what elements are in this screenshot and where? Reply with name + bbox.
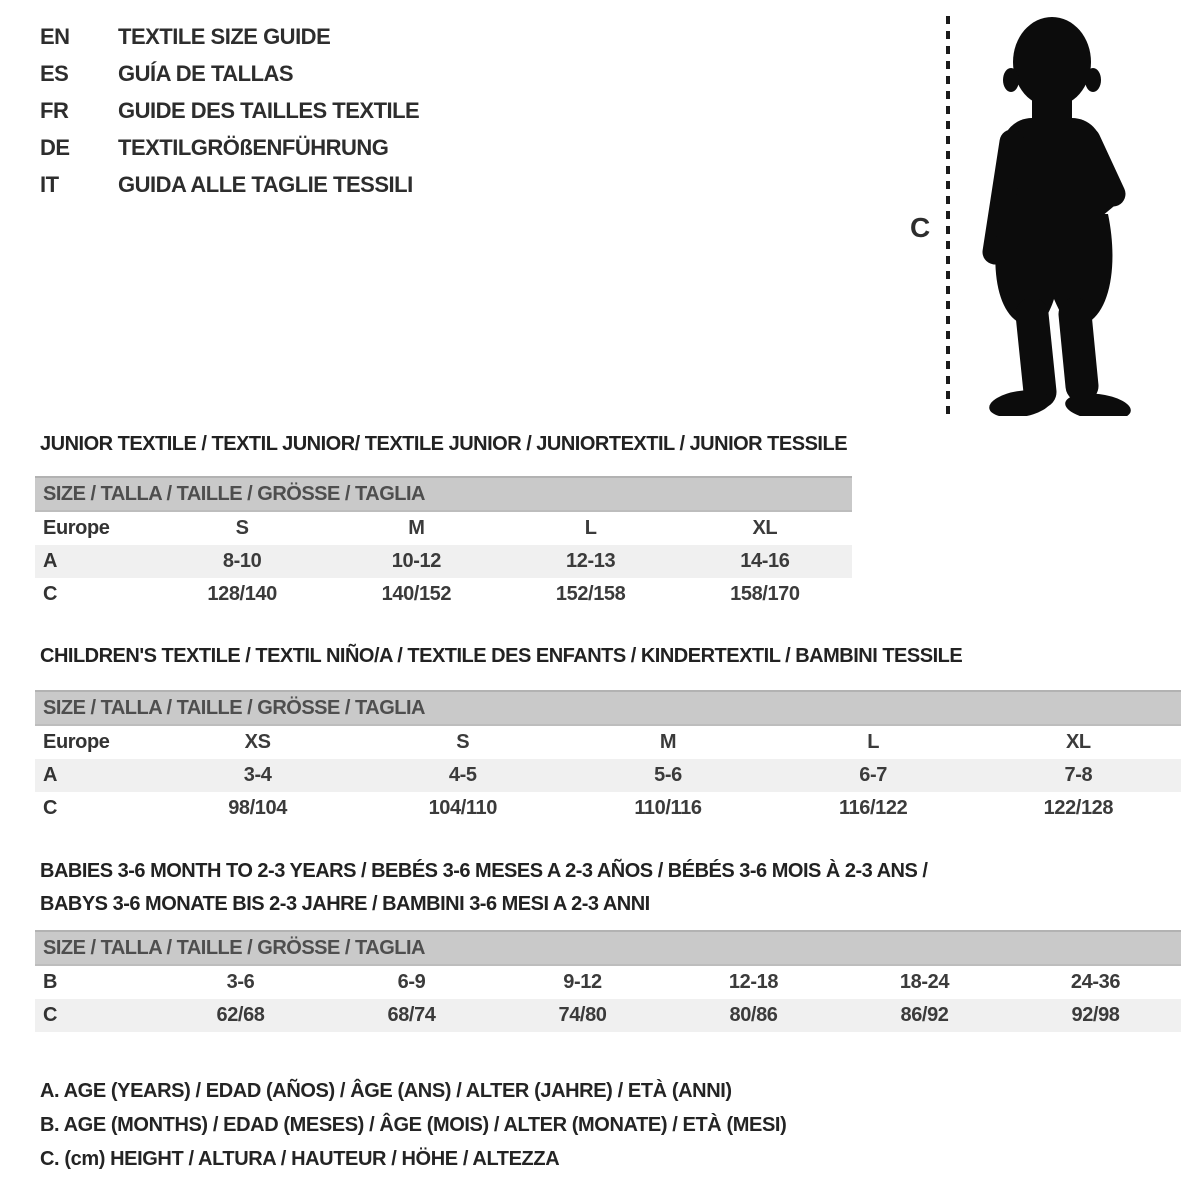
guide-title: GUIDE DES TAILLES TEXTILE (118, 98, 420, 123)
row-label: Europe (43, 517, 110, 539)
height-cell: 80/86 (729, 1004, 778, 1026)
guide-title: TEXTILGRÖßENFÜHRUNG (118, 135, 389, 160)
height-cell: 140/152 (381, 583, 452, 605)
language-row (40, 98, 419, 135)
row-label: C (43, 797, 58, 819)
age-cell: 4-5 (448, 764, 477, 786)
age-cell: 12-18 (728, 971, 779, 993)
age-cell: 6-7 (859, 764, 888, 786)
height-cell: 122/128 (1043, 797, 1114, 819)
age-cell: 6-9 (397, 971, 426, 993)
language-code: FR (40, 98, 69, 123)
table-row (35, 999, 1181, 1032)
guide-title: GUÍA DE TALLAS (118, 61, 294, 86)
size-header-bar: SIZE / TALLA / TAILLE / GRÖSSE / TAGLIA (35, 691, 1181, 725)
age-cell: 10-12 (391, 550, 441, 572)
measure-legend (40, 1074, 786, 1176)
language-code: ES (40, 61, 69, 86)
table-row (35, 725, 1181, 759)
height-cell: 86/92 (900, 1004, 949, 1026)
babies-section-title (40, 855, 927, 921)
language-code: IT (40, 172, 59, 197)
size-cell: S (235, 517, 249, 539)
table-row (35, 965, 1181, 999)
babies-size-table (35, 930, 1181, 1032)
babies-title-line-2: BABYS 3-6 MONATE BIS 2-3 JAHRE / BAMBINI 3-6 MESI A 2-3 ANNI (40, 893, 650, 915)
height-cell: 128/140 (207, 583, 277, 605)
row-label: C (43, 1004, 58, 1026)
table-row (35, 792, 1181, 825)
size-cell: XL (1065, 731, 1091, 753)
age-cell: 12-13 (566, 550, 616, 572)
age-cell: 18-24 (899, 971, 950, 993)
size-cell: XL (752, 517, 778, 539)
table-row (35, 759, 1181, 792)
height-cell: 92/98 (1071, 1004, 1120, 1026)
age-cell: 7-8 (1064, 764, 1093, 786)
height-cell: 98/104 (228, 797, 287, 819)
height-cell: 152/158 (555, 583, 626, 605)
age-cell: 5-6 (654, 764, 682, 786)
height-measure-label: C (910, 212, 930, 243)
height-measure-dashed-line (944, 16, 952, 416)
size-header-bar: SIZE / TALLA / TAILLE / GRÖSSE / TAGLIA (35, 477, 852, 511)
legend-line-b: B. AGE (MONTHS) / EDAD (MESES) / ÂGE (MOIS) / ALTER (MONATE) / ETÀ (MESI) (40, 1114, 787, 1136)
language-code: EN (40, 24, 70, 49)
age-cell: 3-6 (226, 971, 255, 993)
toddler-silhouette (962, 16, 1137, 416)
row-label: A (43, 550, 58, 572)
legend-line-c: C. (cm) HEIGHT / ALTURA / HAUTEUR / HÖHE / ALTEZZA (40, 1148, 560, 1170)
row-label: Europe (43, 731, 110, 753)
language-row (40, 135, 419, 172)
size-cell: XS (244, 731, 271, 753)
age-cell: 8-10 (222, 550, 262, 572)
junior-size-table (35, 476, 852, 611)
height-cell: 62/68 (216, 1004, 265, 1026)
children-size-table (35, 690, 1181, 825)
age-cell: 9-12 (563, 971, 602, 993)
height-cell: 158/170 (730, 583, 800, 605)
table-row (35, 578, 852, 611)
language-code: DE (40, 135, 70, 160)
language-title-list (40, 24, 419, 209)
size-cell: M (659, 731, 677, 753)
language-row (40, 61, 419, 98)
height-cell: 104/110 (428, 797, 497, 819)
row-label: C (43, 583, 58, 605)
size-cell: S (456, 731, 470, 753)
age-cell: 24-36 (1070, 971, 1121, 993)
height-cell: 74/80 (558, 1004, 607, 1026)
height-cell: 68/74 (387, 1004, 436, 1026)
size-header-bar: SIZE / TALLA / TAILLE / GRÖSSE / TAGLIA (35, 931, 1181, 965)
age-cell: 3-4 (243, 764, 272, 786)
age-cell: 14-16 (740, 550, 790, 572)
size-cell: L (867, 731, 880, 753)
height-cell: 110/116 (634, 797, 702, 819)
height-cell: 116/122 (838, 797, 908, 819)
table-row (35, 545, 852, 578)
language-row (40, 172, 419, 209)
babies-title-line-1: BABIES 3-6 MONTH TO 2-3 YEARS / BEBÉS 3-6 MESES A 2-3 AÑOS / BÉBÉS 3-6 MOIS À 2-3 ANS / (40, 860, 928, 882)
legend-line-a: A. AGE (YEARS) / EDAD (AÑOS) / ÂGE (ANS) / ALTER (JAHRE) / ETÀ (ANNI) (40, 1080, 732, 1102)
language-row (40, 24, 419, 61)
children-section-title: CHILDREN'S TEXTILE / TEXTIL NIÑO/A / TEXTILE DES ENFANTS / KINDERTEXTIL / BAMBINI TESSILE (40, 645, 963, 667)
guide-title: TEXTILE SIZE GUIDE (118, 24, 331, 49)
size-cell: M (408, 517, 425, 539)
guide-title: GUIDA ALLE TAGLIE TESSILI (118, 172, 413, 197)
size-cell: L (584, 517, 597, 539)
row-label: B (43, 971, 58, 993)
row-label: A (43, 764, 58, 786)
junior-section-title: JUNIOR TEXTILE / TEXTIL JUNIOR/ TEXTILE JUNIOR / JUNIORTEXTIL / JUNIOR TESSILE (40, 433, 848, 455)
table-row (35, 511, 852, 545)
